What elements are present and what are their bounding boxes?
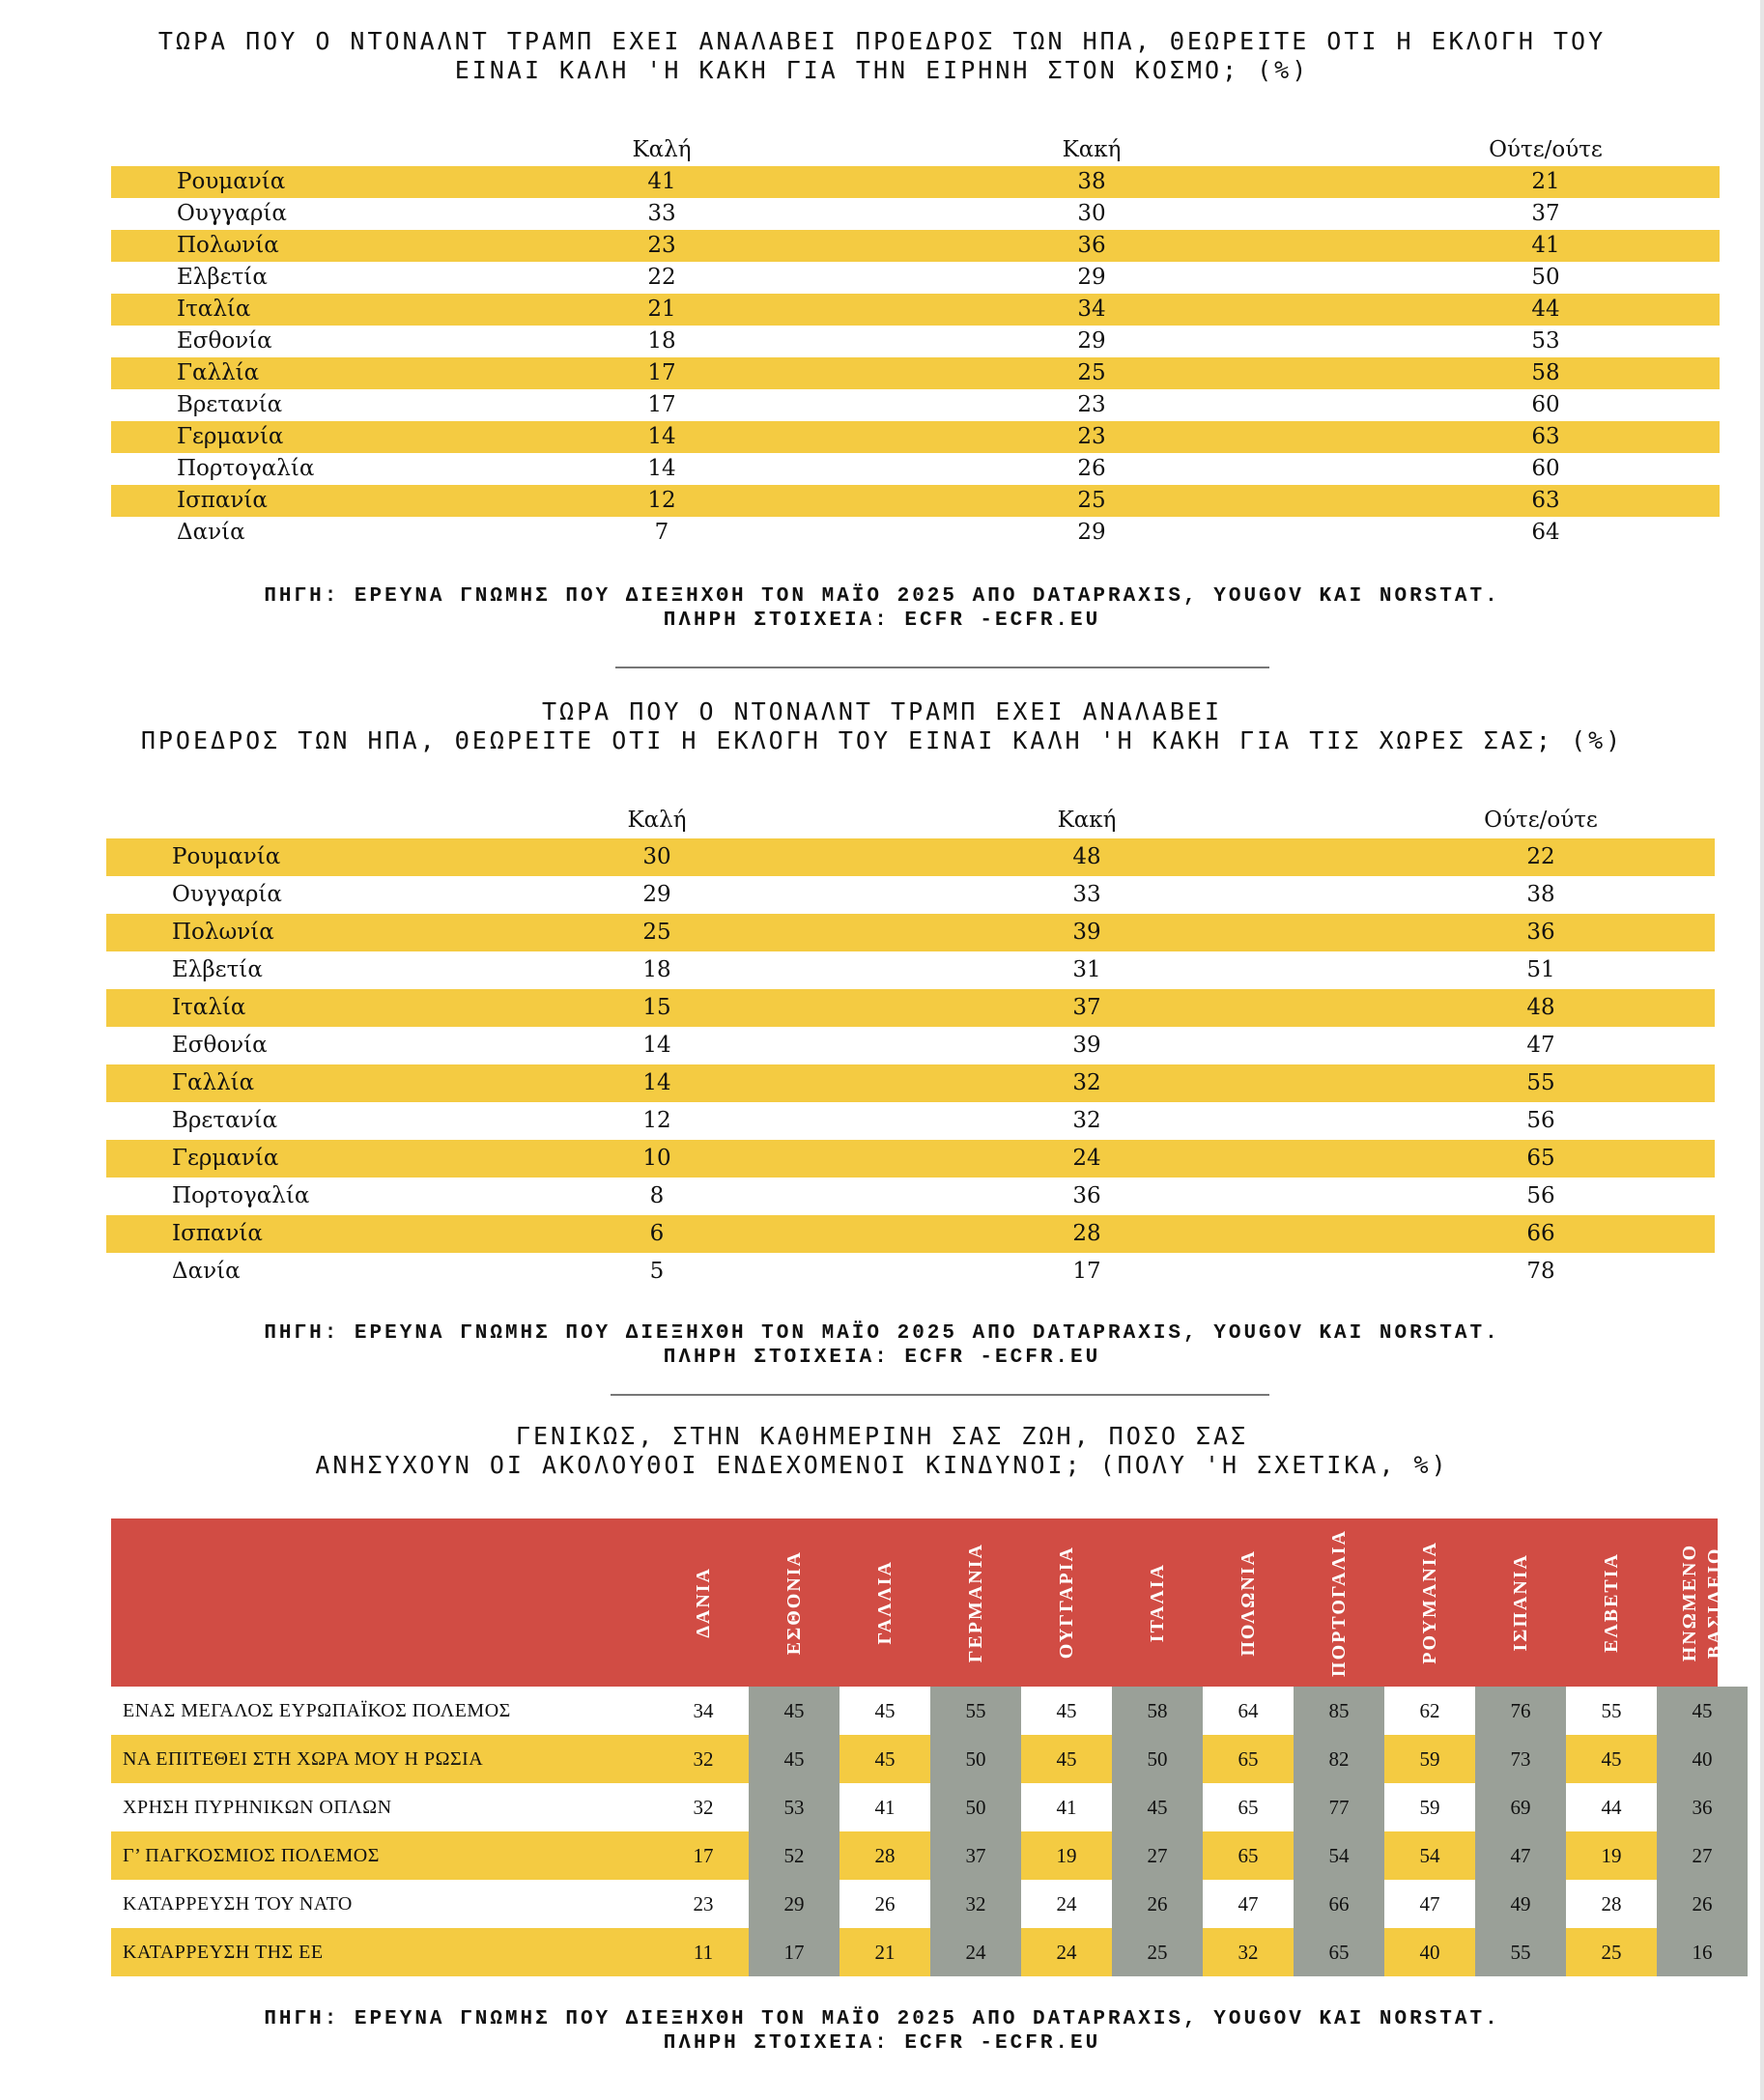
country-name: Γαλλία [177, 360, 260, 385]
risk-value: 28 [874, 1844, 896, 1867]
country-column-header [1294, 1518, 1384, 1687]
value-good: 14 [642, 1070, 671, 1095]
risk-row [111, 1880, 1718, 1928]
risk-value: 16 [1657, 1928, 1748, 1976]
column-header: Κακή [1062, 137, 1122, 162]
country-column-label: ΕΣΘΟΝΙΑ [783, 1549, 805, 1656]
value-bad: 28 [1072, 1221, 1101, 1246]
risk-label: Γ’ ΠΑΓΚΟΣΜΙΟΣ ΠΟΛΕΜΟΣ [123, 1845, 380, 1866]
risk-value: 25 [1112, 1928, 1203, 1976]
risk-value: 45 [1056, 1699, 1077, 1722]
value-good: 6 [649, 1221, 665, 1246]
country-name: Γαλλία [172, 1070, 255, 1095]
country-column-label: ΕΛΒΕΤΙΑ [1601, 1552, 1622, 1653]
value-bad: 26 [1077, 456, 1106, 481]
country-column-header [839, 1518, 930, 1687]
section2-title-line1: ΤΩΡΑ ΠΟΥ Ο ΝΤΟΝΑΛΝΤ ΤΡΑΜΠ ΕΧΕΙ ΑΝΑΛΑΒΕΙ [542, 697, 1222, 725]
table-row [106, 1064, 1715, 1102]
table-row [111, 389, 1720, 421]
value-bad: 23 [1077, 424, 1106, 449]
value-good: 33 [647, 201, 676, 226]
risk-table-body [111, 1687, 1718, 1976]
section3-source-line2: ΠΛΗΡΗ ΣΤΟΙΧΕΙΑ: ECFR -ECFR.EU [663, 2032, 1101, 2055]
risk-label: ΚΑΤΑΡΡΕΥΣΗ ΤΗΣ ΕΕ [123, 1942, 324, 1963]
value-neither: 36 [1526, 920, 1555, 945]
risk-value: 55 [1601, 1699, 1622, 1722]
value-bad: 32 [1072, 1108, 1101, 1133]
section2-title-line2: ΠΡΟΕΔΡΟΣ ΤΩΝ ΗΠΑ, ΘΕΩΡΕΙΤΕ ΟΤΙ Η ΕΚΛΟΓΗ ΤΟΥ ΕΙΝΑΙ ΚΑΛΗ 'Η ΚΑΚΗ ΓΙΑ ΤΙΣ ΧΩΡΕΣ ΣΑΣ; (%) [140, 726, 1624, 754]
value-good: 17 [647, 360, 676, 385]
risk-value: 47 [1238, 1892, 1259, 1916]
country-name: Δανία [177, 520, 245, 545]
country-column-label: ΠΟΛΩΝΙΑ [1238, 1548, 1259, 1657]
risk-value: 54 [1419, 1844, 1440, 1867]
value-bad: 31 [1072, 957, 1101, 982]
section1-title [0, 27, 1764, 85]
risk-value: 64 [1238, 1699, 1259, 1722]
table-row [111, 198, 1720, 230]
risk-label: ΚΑΤΑΡΡΕΥΣΗ ΤΟΥ ΝΑΤΟ [123, 1893, 353, 1915]
risk-value: 50 [930, 1783, 1021, 1831]
risk-value: 45 [749, 1687, 839, 1735]
risk-value: 19 [1601, 1844, 1622, 1867]
risk-value: 49 [1475, 1880, 1566, 1928]
risk-value: 27 [1657, 1831, 1748, 1880]
risk-value: 59 [1419, 1796, 1440, 1819]
risk-value: 47 [1419, 1892, 1440, 1916]
section1-source [0, 584, 1764, 633]
risk-value: 69 [1475, 1783, 1566, 1831]
value-neither: 63 [1531, 488, 1560, 513]
risk-value: 26 [1112, 1880, 1203, 1928]
country-name: Βρετανία [177, 392, 283, 417]
risk-value: 65 [1238, 1747, 1259, 1771]
risk-value: 55 [1475, 1928, 1566, 1976]
value-neither: 55 [1526, 1070, 1555, 1095]
value-bad: 34 [1077, 297, 1106, 322]
country-column-header [749, 1518, 839, 1687]
value-neither: 56 [1526, 1183, 1555, 1208]
value-good: 5 [649, 1259, 665, 1284]
country-name: Πορτογαλία [177, 456, 315, 481]
value-neither: 58 [1531, 360, 1560, 385]
value-good: 12 [647, 488, 676, 513]
value-neither: 41 [1531, 233, 1560, 258]
risk-value: 47 [1475, 1831, 1566, 1880]
value-neither: 44 [1531, 297, 1560, 322]
table-header [111, 133, 1720, 166]
value-bad: 39 [1072, 920, 1101, 945]
risk-value: 40 [1419, 1941, 1440, 1964]
value-neither: 47 [1526, 1033, 1555, 1058]
risk-value: 59 [1419, 1747, 1440, 1771]
value-neither: 51 [1526, 957, 1555, 982]
risk-value: 34 [693, 1699, 714, 1722]
table-row [106, 876, 1715, 914]
risk-value: 32 [930, 1880, 1021, 1928]
country-column-label: ΠΟΡΤΟΓΑΛΙΑ [1328, 1528, 1350, 1677]
value-bad: 33 [1072, 882, 1101, 907]
value-good: 21 [647, 297, 676, 322]
value-good: 22 [647, 265, 676, 290]
table-row [106, 1027, 1715, 1064]
section1-title-line2: ΕΙΝΑΙ ΚΑΛΗ 'Η ΚΑΚΗ ΓΙΑ ΤΗΝ ΕΙΡΗΝΗ ΣΤΟΝ ΚΟΣΜΟ; (%) [454, 56, 1310, 84]
column-header: Καλή [632, 137, 692, 162]
risk-value: 26 [1657, 1880, 1748, 1928]
country-column-header [1384, 1518, 1475, 1687]
country-name: Εσθονία [172, 1033, 268, 1058]
risk-value: 85 [1294, 1687, 1384, 1735]
country-column-label: ΟΥΓΓΑΡΙΑ [1056, 1546, 1077, 1660]
risk-row [111, 1928, 1718, 1976]
value-neither: 64 [1531, 520, 1560, 545]
value-neither: 56 [1526, 1108, 1555, 1133]
table-row [106, 951, 1715, 989]
table-row [111, 357, 1720, 389]
country-name: Πολωνία [172, 920, 274, 945]
value-neither: 37 [1531, 201, 1560, 226]
table-row [111, 262, 1720, 294]
value-neither: 60 [1531, 456, 1560, 481]
country-name: Ουγγαρία [177, 201, 287, 226]
column-header: Κακή [1057, 808, 1117, 833]
country-column-label: ΙΤΑΛΙΑ [1147, 1562, 1168, 1643]
risk-table [111, 1518, 1725, 1976]
value-neither: 60 [1531, 392, 1560, 417]
value-bad: 32 [1072, 1070, 1101, 1095]
value-good: 18 [647, 328, 676, 354]
risk-value: 36 [1657, 1783, 1748, 1831]
value-good: 12 [642, 1108, 671, 1133]
section2-source-line2: ΠΛΗΡΗ ΣΤΟΙΧΕΙΑ: ECFR -ECFR.EU [663, 1347, 1101, 1369]
country-column-header [1475, 1518, 1566, 1687]
value-bad: 17 [1072, 1259, 1101, 1284]
table-row [111, 453, 1720, 485]
risk-row [111, 1783, 1718, 1831]
risk-value: 65 [1294, 1928, 1384, 1976]
table-row [106, 1215, 1715, 1253]
section1-table [111, 133, 1720, 549]
section3-source [0, 2007, 1764, 2056]
risk-value: 65 [1238, 1796, 1259, 1819]
value-good: 17 [647, 392, 676, 417]
value-good: 14 [642, 1033, 671, 1058]
table-row [106, 1102, 1715, 1140]
country-name: Βρετανία [172, 1108, 278, 1133]
country-name: Πολωνία [177, 233, 279, 258]
table-row [111, 326, 1720, 357]
value-good: 10 [642, 1146, 671, 1171]
risk-value: 50 [930, 1735, 1021, 1783]
table-row [106, 914, 1715, 951]
value-good: 30 [642, 844, 671, 869]
risk-value: 65 [1238, 1844, 1259, 1867]
table-row [106, 838, 1715, 876]
table-row [111, 485, 1720, 517]
value-bad: 25 [1077, 360, 1106, 385]
country-column-label: ΓΑΛΛΙΑ [874, 1560, 896, 1645]
risk-value: 24 [1056, 1941, 1077, 1964]
table-row [106, 1140, 1715, 1178]
value-good: 18 [642, 957, 671, 982]
risk-value: 17 [749, 1928, 839, 1976]
risk-value: 41 [1056, 1796, 1077, 1819]
country-name: Δανία [172, 1259, 241, 1284]
table-row [111, 230, 1720, 262]
value-bad: 23 [1077, 392, 1106, 417]
table-row [111, 294, 1720, 326]
value-neither: 21 [1531, 169, 1560, 194]
risk-value: 45 [1601, 1747, 1622, 1771]
risk-value: 45 [874, 1747, 896, 1771]
section2-source [0, 1321, 1764, 1370]
value-good: 29 [642, 882, 671, 907]
risk-value: 41 [874, 1796, 896, 1819]
country-column-label: ΡΟΥΜΑΝΙΑ [1419, 1541, 1440, 1664]
value-bad: 29 [1077, 265, 1106, 290]
risk-value: 29 [749, 1880, 839, 1928]
risk-value: 77 [1294, 1783, 1384, 1831]
risk-row [111, 1735, 1718, 1783]
risk-value: 28 [1601, 1892, 1622, 1916]
value-good: 41 [647, 169, 676, 194]
column-header: Ούτε/ούτε [1484, 808, 1598, 833]
country-column-header [658, 1518, 749, 1687]
risk-value: 76 [1475, 1687, 1566, 1735]
value-good: 8 [649, 1183, 665, 1208]
country-name: Γερμανία [172, 1146, 279, 1171]
table-row [106, 989, 1715, 1027]
section1-source-line1: ΠΗΓΗ: ΕΡΕΥΝΑ ΓΝΩΜΗΣ ΠΟΥ ΔΙΕΞΗΧΘΗ ΤΟΝ ΜΑΪΟ 2025 ΑΠΟ DATAPRAXIS, YOUGOV ΚΑΙ NORSTAT. [264, 585, 1500, 608]
risk-value: 53 [749, 1783, 839, 1831]
value-good: 14 [647, 424, 676, 449]
value-neither: 48 [1526, 995, 1555, 1020]
country-column-header [1021, 1518, 1112, 1687]
risk-value: 11 [693, 1941, 714, 1964]
table-header [106, 802, 1715, 838]
value-bad: 25 [1077, 488, 1106, 513]
risk-value: 73 [1475, 1735, 1566, 1783]
risk-value: 24 [930, 1928, 1021, 1976]
section2-source-line1: ΠΗΓΗ: ΕΡΕΥΝΑ ΓΝΩΜΗΣ ΠΟΥ ΔΙΕΞΗΧΘΗ ΤΟΝ ΜΑΪΟ 2025 ΑΠΟ DATAPRAXIS, YOUGOV ΚΑΙ NORSTAT. [264, 1322, 1500, 1345]
risk-label: ΕΝΑΣ ΜΕΓΑΛΟΣ ΕΥΡΩΠΑΪΚΟΣ ΠΟΛΕΜΟΣ [123, 1700, 511, 1721]
risk-value: 21 [874, 1941, 896, 1964]
risk-value: 40 [1657, 1735, 1748, 1783]
value-bad: 37 [1072, 995, 1101, 1020]
country-column-header [930, 1518, 1021, 1687]
country-name: Γερμανία [177, 424, 284, 449]
risk-value: 25 [1601, 1941, 1622, 1964]
risk-value: 45 [1657, 1687, 1748, 1735]
section3-title-line1: ΓΕΝΙΚΩΣ, ΣΤΗΝ ΚΑΘΗΜΕΡΙΝΗ ΣΑΣ ΖΩΗ, ΠΟΣΟ ΣΑΣ [515, 1422, 1249, 1450]
value-neither: 53 [1531, 328, 1560, 354]
risk-value: 82 [1294, 1735, 1384, 1783]
risk-label: ΝΑ ΕΠΙΤΕΘΕΙ ΣΤΗ ΧΩΡΑ ΜΟΥ Η ΡΩΣΙΑ [123, 1748, 484, 1770]
value-bad: 38 [1077, 169, 1106, 194]
country-name: Ιταλία [177, 297, 251, 322]
risk-value: 32 [693, 1796, 714, 1819]
risk-value: 45 [749, 1735, 839, 1783]
section3-title-line2: ΑΝΗΣΥΧΟΥΝ ΟΙ ΑΚΟΛΟΥΘΟΙ ΕΝΔΕΧΟΜΕΝΟΙ ΚΙΝΔΥΝΟΙ; (ΠΟΛΥ 'Η ΣΧΕΤΙΚΑ, %) [315, 1451, 1449, 1479]
risk-table-header [111, 1518, 1725, 1687]
country-name: Ιταλία [172, 995, 246, 1020]
divider [611, 1394, 1269, 1396]
country-column-label: ΓΕΡΜΑΝΙΑ [965, 1542, 986, 1663]
value-good: 14 [647, 456, 676, 481]
country-name: Πορτογαλία [172, 1183, 310, 1208]
country-column-header [1203, 1518, 1294, 1687]
country-column-header [1566, 1518, 1657, 1687]
divider [615, 667, 1269, 668]
country-name: Ρουμανία [172, 844, 281, 869]
value-neither: 63 [1531, 424, 1560, 449]
value-bad: 29 [1077, 520, 1106, 545]
section2-table [106, 802, 1715, 1291]
risk-value: 17 [693, 1844, 714, 1867]
value-neither: 78 [1526, 1259, 1555, 1284]
country-column-header [1657, 1518, 1748, 1687]
country-name: Εσθονία [177, 328, 272, 354]
value-neither: 38 [1526, 882, 1555, 907]
value-neither: 66 [1526, 1221, 1555, 1246]
risk-value: 32 [1238, 1941, 1259, 1964]
value-good: 25 [642, 920, 671, 945]
column-header: Καλή [627, 808, 687, 833]
section1-source-line2: ΠΛΗΡΗ ΣΤΟΙΧΕΙΑ: ECFR -ECFR.EU [663, 610, 1101, 632]
risk-value: 37 [930, 1831, 1021, 1880]
table-row [111, 517, 1720, 549]
value-bad: 30 [1077, 201, 1106, 226]
risk-value: 45 [1112, 1783, 1203, 1831]
risk-value: 50 [1112, 1735, 1203, 1783]
value-neither: 50 [1531, 265, 1560, 290]
risk-value: 44 [1601, 1796, 1622, 1819]
table-row [111, 166, 1720, 198]
risk-value: 23 [693, 1892, 714, 1916]
risk-row [111, 1687, 1718, 1735]
section1-title-line1: ΤΩΡΑ ΠΟΥ Ο ΝΤΟΝΑΛΝΤ ΤΡΑΜΠ ΕΧΕΙ ΑΝΑΛΑΒΕΙ ΠΡΟΕΔΡΟΣ ΤΩΝ ΗΠΑ, ΘΕΩΡΕΙΤΕ ΟΤΙ Η ΕΚΛΟΓΗ ΤΟΥ [157, 27, 1607, 55]
country-name: Ρουμανία [177, 169, 286, 194]
country-column-label: ΔΑΝΙΑ [693, 1567, 714, 1638]
risk-label: ΧΡΗΣΗ ΠΥΡΗΝΙΚΩΝ ΟΠΛΩΝ [123, 1797, 392, 1818]
country-column-label: ΗΝΩΜΕΝΟ ΒΑΣΙΛΕΙΟ [1679, 1543, 1725, 1662]
value-bad: 36 [1072, 1183, 1101, 1208]
country-name: Ισπανία [177, 488, 268, 513]
risk-value: 32 [693, 1747, 714, 1771]
table-row [106, 1253, 1715, 1291]
section2-title [0, 697, 1764, 755]
risk-value: 52 [749, 1831, 839, 1880]
risk-value: 58 [1112, 1687, 1203, 1735]
value-bad: 48 [1072, 844, 1101, 869]
risk-value: 66 [1294, 1880, 1384, 1928]
risk-row [111, 1831, 1718, 1880]
country-name: Ισπανία [172, 1221, 263, 1246]
country-name: Ελβετία [172, 957, 263, 982]
country-name: Ουγγαρία [172, 882, 282, 907]
country-column-label: ΙΣΠΑΝΙΑ [1510, 1553, 1531, 1652]
section3-title [0, 1422, 1764, 1480]
value-good: 7 [654, 520, 669, 545]
table-row [111, 421, 1720, 453]
value-bad: 29 [1077, 328, 1106, 354]
value-good: 15 [642, 995, 671, 1020]
column-header: Ούτε/ούτε [1489, 137, 1603, 162]
risk-value: 24 [1056, 1892, 1077, 1916]
risk-value: 45 [874, 1699, 896, 1722]
risk-value: 45 [1056, 1747, 1077, 1771]
country-name: Ελβετία [177, 265, 268, 290]
risk-value: 19 [1056, 1844, 1077, 1867]
value-neither: 22 [1526, 844, 1555, 869]
risk-value: 27 [1112, 1831, 1203, 1880]
section3-source-line1: ΠΗΓΗ: ΕΡΕΥΝΑ ΓΝΩΜΗΣ ΠΟΥ ΔΙΕΞΗΧΘΗ ΤΟΝ ΜΑΪΟ 2025 ΑΠΟ DATAPRAXIS, YOUGOV ΚΑΙ NORSTAT. [264, 2008, 1500, 2030]
risk-value: 62 [1419, 1699, 1440, 1722]
risk-value: 54 [1294, 1831, 1384, 1880]
value-neither: 65 [1526, 1146, 1555, 1171]
country-column-header [1112, 1518, 1203, 1687]
value-bad: 39 [1072, 1033, 1101, 1058]
risk-value: 55 [930, 1687, 1021, 1735]
risk-value: 26 [874, 1892, 896, 1916]
value-bad: 24 [1072, 1146, 1101, 1171]
table-row [106, 1178, 1715, 1215]
value-good: 23 [647, 233, 676, 258]
value-bad: 36 [1077, 233, 1106, 258]
